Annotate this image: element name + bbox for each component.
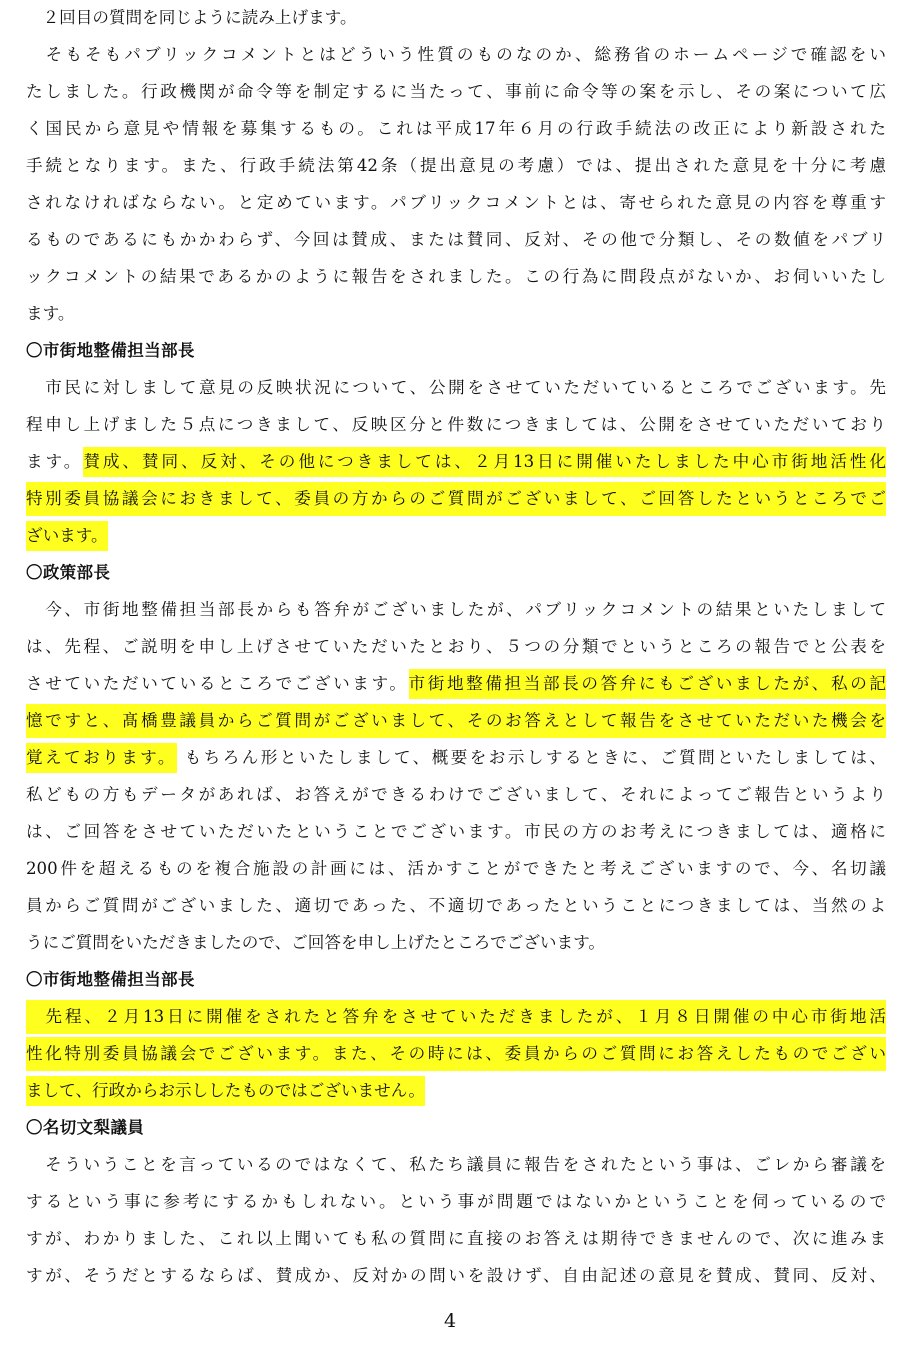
line-text: 〇市街地整備担当部長 — [26, 341, 195, 360]
line-text: されなければならない。と定めています。パブリックコメントとは、寄せられた意見の内容を尊重す — [26, 193, 886, 212]
text-line — [26, 1221, 886, 1257]
text-line — [26, 370, 886, 406]
text-line — [26, 666, 886, 702]
highlighted-text: 賛成、賛同、反対、その他につきましては、２月13日に開催いたしました中心市街地活性化 — [83, 447, 886, 477]
highlighted-text: 先程、２月13日に開催をされたと答弁をさせていただきましたが、１月８日開催の中心市街地活 — [26, 1000, 886, 1034]
line-text: するという事に参考にするかもしれない。という事が問題ではないかということを伺っているので — [26, 1192, 886, 1211]
text-line — [26, 444, 886, 480]
text-line — [26, 814, 886, 850]
text-line — [26, 518, 108, 554]
line-text: 今、市街地整備担当部長からも答弁がございましたが、パブリックコメントの結果といたしまして — [26, 600, 886, 619]
line-text: うにご質問をいただきましたので、ご回答を申し上げたところでございます。 — [26, 933, 605, 952]
line-text: 手続となります。また、行政手続法第42条（提出意見の考慮）では、提出された意見を十分に考慮 — [26, 156, 886, 175]
line-text: は、ご回答をさせていただいたということでございます。市民の方のお考えにつきましては、適格に — [26, 822, 886, 841]
text-line — [26, 888, 886, 924]
line-text: 市民に対しまして意見の反映状況について、公開をさせていただいているところでございます。先 — [26, 378, 886, 397]
text-line — [26, 1036, 886, 1072]
text-line — [26, 629, 886, 665]
text-line — [26, 999, 886, 1035]
text-line — [26, 851, 886, 887]
speaker-heading — [26, 962, 195, 998]
highlighted-text: 性化特別委員協議会でございます。また、その時には、委員からのご質問にお答えしたものでござい — [26, 1037, 886, 1071]
highlighted-text: 覚えております。 — [26, 743, 177, 773]
line-text: たしました。行政機関が命令等を制定するに当たって、事前に命令等の案を示し、その案について広 — [26, 82, 886, 101]
text-line — [26, 259, 886, 295]
text-line — [26, 407, 886, 443]
text-line — [26, 481, 886, 517]
line-text: させていただいているところでございます。 — [26, 674, 409, 693]
highlighted-text: 市街地整備担当部長の答弁にもございましたが、私の記 — [409, 669, 886, 699]
line-text: 〇市街地整備担当部長 — [26, 970, 195, 989]
text-line — [26, 222, 886, 258]
line-text: 員からご質問がございました、適切であった、不適切であったということにつきましては、当然のよ — [26, 896, 886, 915]
text-line — [26, 1073, 425, 1109]
speaker-heading — [26, 555, 110, 591]
text-line — [26, 74, 886, 110]
text-line — [26, 592, 886, 628]
line-text: は、先程、ご説明を申し上げさせていただいたとおり、５つの分類でというところの報告でと公表を — [26, 637, 886, 656]
highlighted-text: 特別委員協議会におきまして、委員の方からのご質問がございまして、ご回答したというところでご — [26, 482, 886, 516]
highlighted-text: ざいます。 — [26, 521, 108, 551]
page-number: 4 — [443, 1310, 457, 1332]
text-line — [26, 111, 886, 147]
text-line — [26, 37, 886, 73]
text-line — [26, 777, 886, 813]
line-text: 〇名切文梨議員 — [26, 1118, 145, 1137]
highlighted-text: まして、行政からお示ししたものではございません。 — [26, 1076, 425, 1106]
text-line — [26, 185, 886, 221]
line-text: ます。 — [26, 452, 84, 471]
text-line — [26, 1184, 886, 1220]
line-text: ２回目の質問を同じように読み上げます。 — [26, 8, 357, 27]
line-text: そもそもパブリックコメントとはどういう性質のものなのか、総務省のホームページで確認をい — [26, 45, 886, 64]
text-line — [26, 1147, 886, 1183]
line-text: るものであるにもかかわらず、今回は賛成、または賛同、反対、その他で分類し、その数値をパブリ — [26, 230, 886, 249]
line-text: 私どもの方もデータがあれば、お答えができるわけでございまして、それによってご報告というより — [26, 785, 886, 804]
text-line — [26, 0, 357, 36]
line-text: く国民から意見や情報を募集するもの。これは平成17年６月の行政手続法の改正により新設された — [26, 119, 886, 138]
line-text: ます。 — [26, 304, 75, 323]
line-text: 程申し上げました５点につきまして、反映区分と件数につきましては、公開をさせていただいており — [26, 415, 886, 434]
text-line — [26, 925, 605, 961]
line-text: そういうことを言っているのではなくて、私たち議員に報告をされたという事は、ごレから審議を — [26, 1155, 886, 1174]
line-text: 200件を超えるものを複合施設の計画には、活かすことができたと考えございますので、今、名切議 — [26, 859, 886, 878]
text-line — [26, 148, 886, 184]
text-line — [26, 740, 886, 776]
line-text: すが、そうだとするならば、賛成か、反対かの問いを設けず、自由記述の意見を賛成、賛同、反対、 — [26, 1266, 886, 1285]
text-line — [26, 1258, 886, 1294]
line-text: すが、わかりました、これ以上聞いても私の質問に直接のお答えは期待できませんので、次に進みま — [26, 1229, 886, 1248]
highlighted-text: 憶ですと、髙橋豊議員からご質問がございまして、そのお答えとして報告をさせていただいた機会を — [26, 704, 886, 738]
line-text: ックコメントの結果であるかのように報告をされました。この行為に問段点がないか、お伺いいたし — [26, 267, 886, 286]
text-line — [26, 703, 886, 739]
speaker-heading — [26, 1110, 144, 1146]
line-text: もちろん形といたしまして、概要をお示しするときに、ご質問といたしましては、 — [176, 748, 886, 767]
text-line — [26, 296, 74, 332]
speaker-heading — [26, 333, 195, 369]
line-text: 〇政策部長 — [26, 563, 111, 582]
